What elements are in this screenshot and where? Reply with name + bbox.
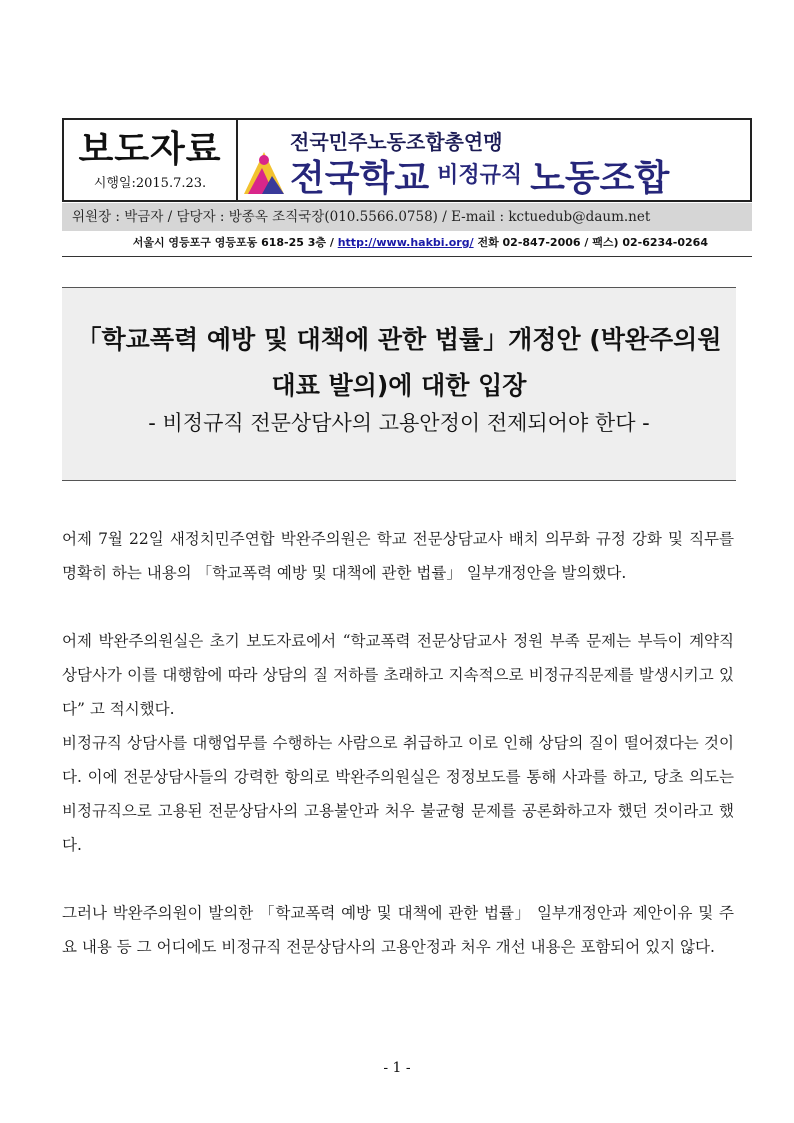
press-label-box [64,120,238,200]
paragraph: 어제 박완주의원실은 초기 보도자료에서 “학교폭력 전문상담교사 정원 부족 문제는 부득이 계약직 상담사가 이를 대행함에 따라 상담의 질 저하를 초래하고 지속적으로 비정규직문제를 발생시키고 있다” 고 적시했다. [62,632,734,718]
title-line-2: 대표 발의)에 대한 입장 [271,371,527,400]
divider [62,256,752,257]
union-name-part3: 노동조합 [530,158,670,199]
contact-line: 위원장 : 박금자 / 담당자 : 방종옥 조직국장(010.5566.0758) / E-mail : kctuedub@daum.net [62,203,752,231]
confederation-name: 전국민주노동조합총연맹 [290,130,503,154]
title-box [62,287,736,481]
page-number: - 1 - [383,1060,411,1076]
address-text: 서울시 영등포구 영등포동 618-25 3층 / [132,236,338,249]
union-name-part2: 비정규직 [437,163,523,188]
press-release-label: 보도자료 [78,128,222,170]
title-line-1: 「학교폭력 예방 및 대책에 관한 법률」개정안 (박완주의원 [76,325,722,354]
website-link[interactable]: http://www.hakbi.org/ [337,236,474,249]
paragraph: 어제 7월 22일 새정치민주연합 박완주의원은 학교 전문상담교사 배치 의무화 규정 강화 및 직무를 명확히 하는 내용의 「학교폭력 예방 및 대책에 관한 법률」 일부개정안을 발의했다. [62,530,734,582]
issue-date: 시행일:2015.7.23. [93,175,207,191]
phone-fax: 전화 02-847-2006 / 팩스) 02-6234-0264 [473,236,708,249]
press-release-header [62,118,752,202]
body-text [62,522,734,964]
paragraph: 그러나 박완주의원이 발의한 「학교폭력 예방 및 대책에 관한 법률」 일부개정안과 제안이유 및 주요 내용 등 그 어디에도 비정규직 전문상담사의 고용안정과 처우 개선 내용은 포함되어 있지 않다. [62,904,734,956]
union-name [290,154,669,201]
subtitle: - 비정규직 전문상담사의 고용안정이 전제되어야 한다 - [148,411,650,435]
union-logo-area [238,120,750,200]
union-logo-icon [242,150,286,196]
paragraph: 비정규직 상담사를 대행업무를 수행하는 사람으로 취급하고 이로 인해 상담의 질이 떨어졌다는 것이다. 이에 전문상담사들의 강력한 항의로 박완주의원실은 정정보도를 통해 사과를 하고, 당초 의도는 비정규직으로 고용된 전문상담사의 고용불안과 처우 불균형 문제를 공론화하고자 했던 것이라고 했다. [62,734,734,854]
union-name-part1: 전국학교 [290,158,430,199]
address-line [62,234,752,252]
